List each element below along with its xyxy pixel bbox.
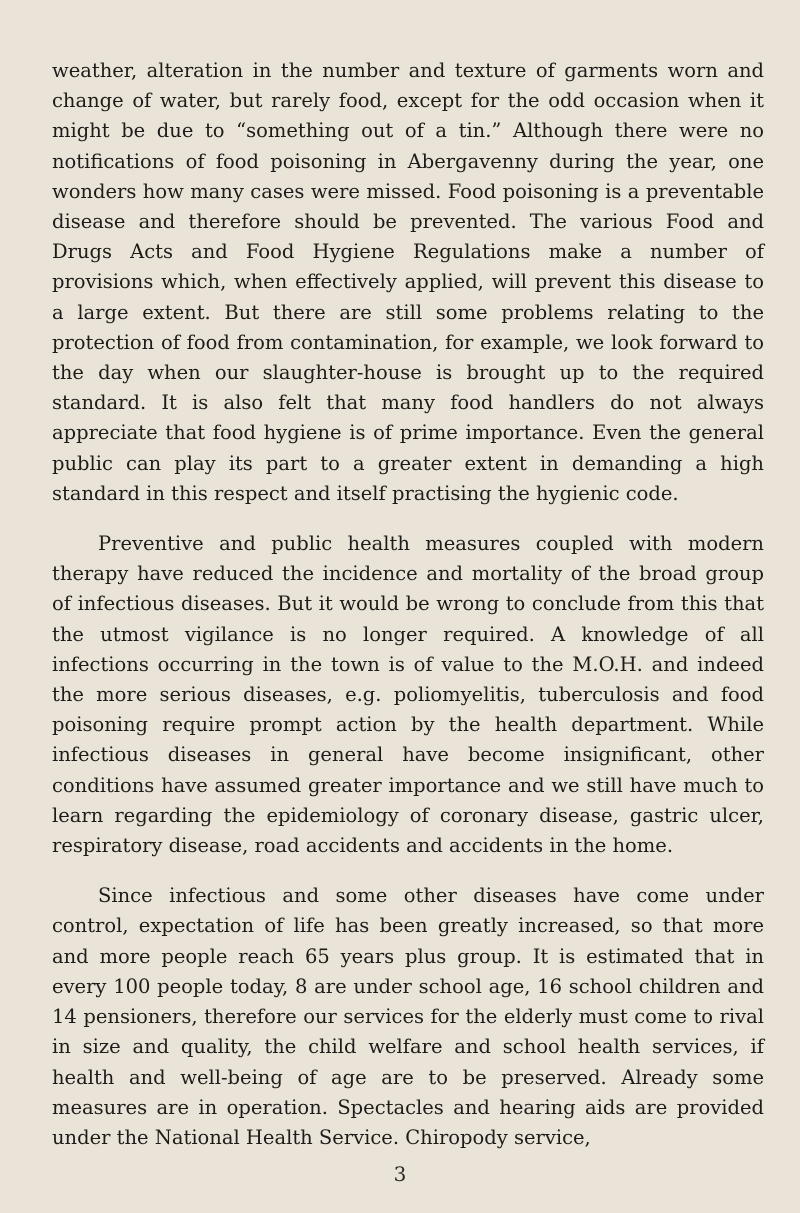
paragraph-elderly-services: Since infectious and some other diseases have come under control, expectation of life has been greatly increased, so that more and more people reach 65 years plus group. It is estimated that in every 100 people today, 8 are under school age, 16 school children and 14 pensioners, therefore our services for the elderly must come to rival in size and quality, the child welfare and school health services, if health and well-being of age are to be preserved. Already some measures are in operation. Spectacles and hearing aids are provided under the National Health Service. Chiropody service, bbox=[52, 884, 764, 1149]
paragraph-infectious-diseases: Preventive and public health measures coupled with modern therapy have reduced the incidence and mortality of the broad group of infectious diseases. But it would be wrong to conclude from this that the utmost vigilance is no longer required. A knowledge of all infections occurring in the town is of value to the M.O.H. and indeed the more serious diseases, e.g. poliomyelitis, tuberculosis and food poisoning require prompt action by the health department. While infectious diseases in general have become insignificant, other conditions have assumed greater importance and we still have much to learn regarding the epidemiology of coronary disease, gastric ulcer, respiratory disease, road accidents and accidents in the home. bbox=[52, 532, 764, 858]
page-number: 3 bbox=[393, 1162, 407, 1186]
page-body bbox=[52, 56, 764, 1153]
paragraph-food-poisoning: weather, alteration in the number and texture of garments worn and change of water, but rarely food, except for the odd occasion when it might be due to “something out of a tin.” Although there were no notifications of food poisoning in Abergavenny during the year, one wonders how many cases were missed. Food poisoning is a preventable disease and therefore should be prevented. The various Food and Drugs Acts and Food Hygiene Regulations make a number of provisions which, when effectively applied, will prevent this disease to a large extent. But there are still some problems relating to the protection of food from contamination, for example, we look forward to the day when our slaughter-house is brought up to the required standard. It is also felt that many food handlers do not always appreciate that food hygiene is of prime importance. Even the general public can play its part to a greater extent in demanding a high standard in this respect and itself practising the hygienic code. bbox=[52, 59, 764, 505]
